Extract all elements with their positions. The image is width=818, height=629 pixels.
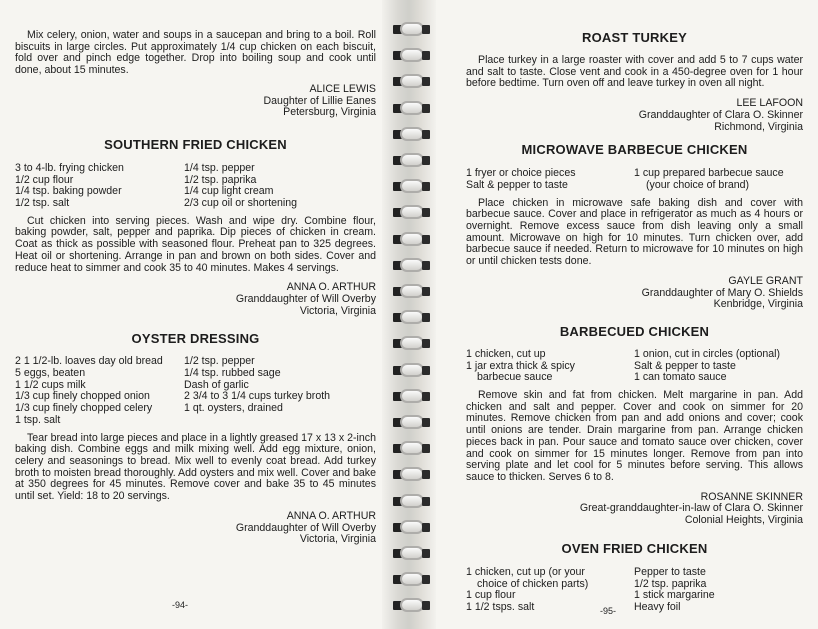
intro-text: Mix celery, onion, water and soups in a saucepan and bring to a boil. Roll biscuits in large circles. Put approximately 1/4 cup chicken on each biscuit, fold over and pinch edge together. Drop into boiling soup and cook until done, about 15 minutes. <box>15 29 376 77</box>
spiral-ring <box>382 99 436 117</box>
punch-hole <box>422 287 430 296</box>
spiral-ring <box>382 230 436 248</box>
punch-hole <box>422 470 430 479</box>
ingredient: 1 chicken, cut up <box>466 347 546 360</box>
ingredient: barbecue sauce <box>477 371 553 384</box>
ring-loop <box>400 363 424 377</box>
ingredient: Dash of garlic <box>184 378 249 391</box>
punch-hole <box>422 601 430 610</box>
ring-loop <box>400 520 424 534</box>
recipe-signature <box>466 492 803 527</box>
ring-loop <box>400 232 424 246</box>
punch-hole <box>422 235 430 244</box>
ring-loop <box>400 441 424 455</box>
ingredient: (your choice of brand) <box>646 178 750 191</box>
ring-loop <box>400 336 424 350</box>
punch-hole <box>422 51 430 60</box>
spiral-ring <box>382 596 436 614</box>
spiral-ring <box>382 203 436 221</box>
ring-loop <box>400 48 424 62</box>
spiral-ring <box>382 72 436 90</box>
punch-hole <box>422 25 430 34</box>
ingredient: 1/4 tsp. rubbed sage <box>184 367 281 380</box>
punch-hole <box>422 261 430 270</box>
spiral-ring <box>382 439 436 457</box>
recipe-directions: Tear bread into large pieces and place in a lightly greased 17 x 13 x 2-inch baking dish. Combine eggs and milk mixing well. Add egg mixture, onion, celery and seasonings to bread. Mix well to evenly coat bread. Add turkey broth to moisten bread thoroughly. Add oysters and mix well. Cover and bake at 350 degrees for 45 minutes. Remove cover and bake 35 to 45 minutes until set. Yield: 18 to 20 servings. <box>15 431 376 503</box>
ingredient: 2 1 1/2-lb. loaves day old bread <box>15 355 163 368</box>
spiral-ring <box>382 492 436 510</box>
spiral-ring <box>382 413 436 431</box>
right-page <box>420 0 818 629</box>
recipe-title: SOUTHERN FRIED CHICKEN <box>104 136 287 152</box>
ingredient: 1 tsp. salt <box>15 413 61 426</box>
ingredient: 1/2 cup flour <box>15 173 74 186</box>
ingredient: 1 qt. oysters, drained <box>184 402 283 415</box>
recipe-directions: Cut chicken into serving pieces. Wash and wipe dry. Combine flour, baking powder, salt, pepper and paprika. Dip pieces of chicken in cream. Coat as thick as possible with seasoned flour. Preheat pan to 325 degrees. Heat oil or shortening. Arrange in pan and brown on both sides. Cover and reduce heat to simmer and cook 35 to 40 minutes. Makes 4 servings. <box>15 214 376 274</box>
signature-relation: Daughter of Lillie Eanes <box>263 94 376 107</box>
ring-loop <box>400 389 424 403</box>
ingredient: 1 1/2 tsps. salt <box>466 600 535 613</box>
recipe-signature <box>466 276 803 311</box>
punch-hole <box>422 575 430 584</box>
punch-hole <box>422 208 430 217</box>
ingredient: 1/2 tsp. paprika <box>184 173 257 186</box>
ingredient: Salt & pepper to taste <box>634 359 736 372</box>
punch-hole <box>422 549 430 558</box>
recipe-title: ROAST TURKEY <box>582 30 687 45</box>
ingredient: 1 can tomato sauce <box>634 371 727 384</box>
signature-name: ALICE LEWIS <box>309 82 376 95</box>
punch-hole <box>422 77 430 86</box>
ingredient: 1/4 tsp. baking powder <box>15 185 122 198</box>
signature-location: Petersburg, Virginia <box>283 106 376 119</box>
punch-hole <box>422 339 430 348</box>
page-number: -94- <box>172 600 189 610</box>
punch-hole <box>422 392 430 401</box>
ring-loop <box>400 179 424 193</box>
ring-loop <box>400 153 424 167</box>
left-page <box>0 0 398 629</box>
ingredient: 2/3 cup oil or shortening <box>184 197 298 210</box>
ring-loop <box>400 598 424 612</box>
ring-loop <box>400 127 424 141</box>
recipe-signature <box>466 98 803 133</box>
spiral-ring <box>382 177 436 195</box>
spiral-ring <box>382 282 436 300</box>
recipe-directions: Remove skin and fat from chicken. Melt margarine in pan. Add chicken and salt and pepper. Cover and cook on simmer for 20 minutes. Remove chicken from pan and add onions and cover; cook until onions are tender. Drain margarine from pan. Arrange chicken pieces back in pan. Pour sauce and tomato sauce over chicken, cover and cook on simmer for 15 minutes longer. Remove from pan into serving plate and let cool for 5 minutes before serving. This allows sauce to thicken. Serves 6 to 8. <box>466 389 803 483</box>
recipe-title: BARBECUED CHICKEN <box>559 323 710 339</box>
ring-loop <box>400 310 424 324</box>
recipe-directions: Place turkey in a large roaster with cover and add 5 to 7 cups water and salt to taste. Close vent and cook in a 450-degree oven for 1 hour before bedtime. Turn oven off and leave turkey in oven all night. <box>466 54 803 90</box>
ring-loop <box>400 415 424 429</box>
ingredients <box>466 349 803 384</box>
ingredient: 1/2 tsp. paprika <box>634 577 707 590</box>
recipe-directions: Place chicken in microwave safe baking dish and cover with barbecue sauce. Cover and place in refrigerator as much as 4 hours or overnight. Remove excess sauce from dish leaving only a small amount. Microwave on high for 10 minutes. Turn chicken over, add barbecue sauce if needed. Return to microwave for 10 minutes on high or until chicken tests done. <box>466 196 803 268</box>
spiral-ring <box>382 465 436 483</box>
ingredient: 1 onion, cut in circles (optional) <box>634 347 781 360</box>
ingredients <box>15 163 376 210</box>
punch-hole <box>422 130 430 139</box>
punch-hole <box>422 444 430 453</box>
spiral-ring <box>382 387 436 405</box>
signature-name: LEE LAFOON <box>736 97 803 110</box>
recipe-title: OYSTER DRESSING <box>131 331 260 347</box>
intro-signature <box>15 84 376 119</box>
ingredient: 1/4 cup light cream <box>184 185 274 198</box>
spiral-ring <box>382 256 436 274</box>
punch-hole <box>422 497 430 506</box>
ingredient: 1 1/2 cups milk <box>15 378 86 391</box>
ring-loop <box>400 22 424 36</box>
signature-relation: Granddaughter of Will Overby <box>235 521 376 534</box>
punch-hole <box>422 182 430 191</box>
ingredient: Pepper to taste <box>634 565 706 578</box>
signature-relation: Granddaughter of Will Overby <box>235 292 376 305</box>
recipe-title: MICROWAVE BARBECUE CHICKEN <box>521 142 748 158</box>
ingredients <box>466 567 803 614</box>
punch-hole <box>422 156 430 165</box>
signature-name: ANNA O. ARTHUR <box>286 509 376 522</box>
ingredient: 1 cup prepared barbecue sauce <box>634 167 784 180</box>
punch-hole <box>422 418 430 427</box>
spiral-ring <box>382 20 436 38</box>
ingredient: 1/3 cup finely chopped celery <box>15 402 153 415</box>
ring-loop <box>400 494 424 508</box>
ingredient: 1 jar extra thick & spicy <box>466 359 575 372</box>
spiral-ring <box>382 125 436 143</box>
ingredient: 2 3/4 to 3 1/4 cups turkey broth <box>184 390 331 403</box>
ingredient: 1 stick margarine <box>634 589 715 602</box>
ring-loop <box>400 101 424 115</box>
spiral-ring <box>382 334 436 352</box>
ingredient: 1 chicken, cut up (or your <box>466 565 585 578</box>
signature-name: ANNA O. ARTHUR <box>286 281 376 294</box>
ring-loop <box>400 205 424 219</box>
ingredient: 1/3 cup finely chopped onion <box>15 390 150 403</box>
signature-location: Victoria, Virginia <box>299 304 376 317</box>
ring-loop <box>400 284 424 298</box>
spiral-ring <box>382 518 436 536</box>
ingredient: 1/2 tsp. salt <box>15 197 70 210</box>
signature-name: GAYLE GRANT <box>728 274 803 287</box>
ingredient: 1/4 tsp. pepper <box>184 161 255 174</box>
ingredient: Heavy foil <box>634 600 681 613</box>
spiral-ring <box>382 361 436 379</box>
recipe-signature <box>15 511 376 546</box>
signature-location: Victoria, Virginia <box>299 533 376 546</box>
ingredient: 1/2 tsp. pepper <box>184 355 255 368</box>
signature-relation: Granddaughter of Mary O. Shields <box>641 286 803 299</box>
ring-loop <box>400 572 424 586</box>
signature-relation: Great-granddaughter-in-law of Clara O. Skinner <box>579 502 803 515</box>
ring-loop <box>400 258 424 272</box>
signature-location: Colonial Heights, Virginia <box>684 514 803 527</box>
ingredient: Salt & pepper to taste <box>466 178 568 191</box>
spiral-ring <box>382 308 436 326</box>
punch-hole <box>422 313 430 322</box>
ingredient: 5 eggs, beaten <box>15 367 86 380</box>
punch-hole <box>422 366 430 375</box>
ring-loop <box>400 546 424 560</box>
signature-relation: Granddaughter of Clara O. Skinner <box>638 108 803 121</box>
ingredients <box>15 356 376 426</box>
signature-name: ROSANNE SKINNER <box>700 490 803 503</box>
spiral-ring <box>382 570 436 588</box>
spiral-ring <box>382 544 436 562</box>
punch-hole <box>422 523 430 532</box>
spiral-binding <box>382 0 436 629</box>
ring-loop <box>400 74 424 88</box>
ingredient: 3 to 4-lb. frying chicken <box>15 161 124 174</box>
ingredient: 1 cup flour <box>466 589 516 602</box>
ingredients <box>466 168 803 191</box>
spiral-ring <box>382 46 436 64</box>
punch-hole <box>422 104 430 113</box>
page-number: -95- <box>600 606 617 616</box>
recipe-title: OVEN FRIED CHICKEN <box>561 540 708 556</box>
spiral-ring <box>382 151 436 169</box>
recipe-signature <box>15 282 376 317</box>
ingredient: choice of chicken parts) <box>477 577 589 590</box>
ingredient: 1 fryer or choice pieces <box>466 167 576 180</box>
signature-location: Kenbridge, Virginia <box>713 298 803 311</box>
ring-loop <box>400 467 424 481</box>
signature-location: Richmond, Virginia <box>714 120 803 133</box>
